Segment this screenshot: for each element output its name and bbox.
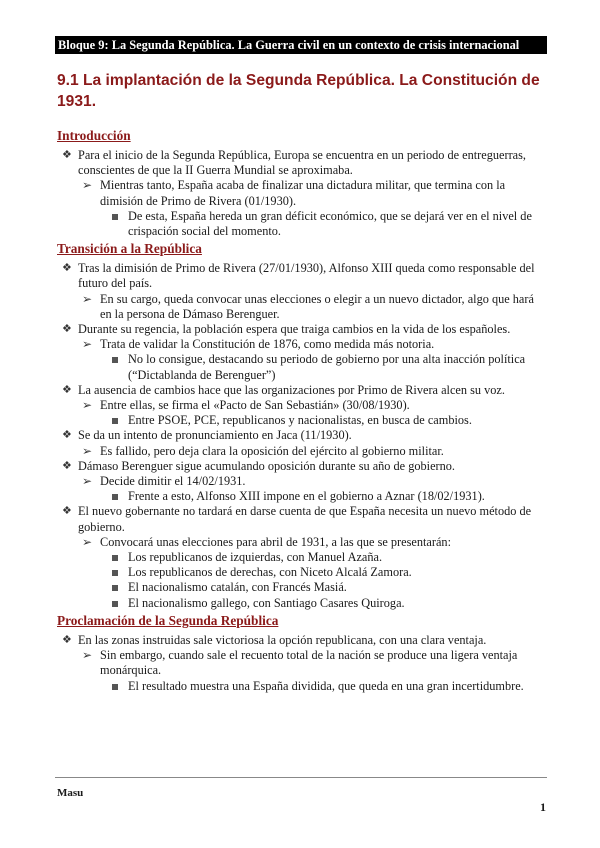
arrow-bullet-icon: ➢ <box>82 534 93 549</box>
square-bullet-icon <box>112 357 118 363</box>
list-item-text: De esta, España hereda un gran déficit económico, que se dejará ver en el nivel de crispación social del momento. <box>128 208 532 239</box>
page-header: Bloque 9: La Segunda República. La Guerra civil en un contexto de crisis internacional <box>55 36 547 54</box>
list-item <box>57 352 547 382</box>
diamond-bullet-icon: ❖ <box>62 633 72 646</box>
list-item <box>57 550 547 565</box>
square-bullet-icon <box>112 570 118 576</box>
list-item-text: En su cargo, queda convocar unas elecciones o elegir a un nuevo dictador, algo que hará en la persona de Dámaso Berenguer. <box>100 291 534 321</box>
list-item <box>57 648 547 678</box>
list-item <box>57 292 547 322</box>
square-bullet-icon <box>112 684 118 690</box>
list-item <box>57 178 547 208</box>
list-item <box>57 489 547 504</box>
list-item-text: Los republicanos de derechas, con Niceto Alcalá Zamora. <box>128 565 412 580</box>
list-item-text: Los republicanos de izquierdas, con Manuel Azaña. <box>128 550 383 565</box>
square-bullet-icon <box>112 418 118 424</box>
list-item-text: Dámaso Berenguer sigue acumulando oposición durante su año de gobierno. <box>78 458 456 473</box>
section-heading: Transición a la República <box>57 241 202 257</box>
list-item <box>57 444 547 459</box>
square-bullet-icon <box>112 555 118 561</box>
footer-author: Masu <box>57 787 84 799</box>
list-item <box>57 679 547 694</box>
list-item-text: En las zonas instruidas sale victoriosa la opción republicana, con una clara ventaja. <box>78 632 487 647</box>
diamond-bullet-icon: ❖ <box>62 383 72 396</box>
list-item <box>57 261 547 291</box>
list-item <box>57 322 547 337</box>
list-item-text: Mientras tanto, España acaba de finalizar una dictadura militar, que termina con la dimisión de Primo de Rivera (01/1930). <box>100 178 506 208</box>
list-item <box>57 535 547 550</box>
list-item <box>57 580 547 595</box>
list-item <box>57 504 547 534</box>
arrow-bullet-icon: ➢ <box>82 443 93 458</box>
document-body <box>57 126 547 694</box>
list-item <box>57 565 547 580</box>
list-item-text: El nuevo gobernante no tardará en darse cuenta de que España necesita un nuevo método de gobierno. <box>78 504 532 534</box>
list-item-text: Para el inicio de la Segunda República, Europa se encuentra en un periodo de entreguerras, conscientes de que la II Guerra Mundial se aproximaba. <box>78 148 526 178</box>
list-item <box>57 383 547 398</box>
list-item <box>57 398 547 413</box>
diamond-bullet-icon: ❖ <box>62 505 72 518</box>
list-item-text: Entre PSOE, PCE, republicanos y nacionalistas, en busca de cambios. <box>128 413 472 428</box>
page-title: 9.1 La implantación de la Segunda República. La Constitución de 1931. <box>57 72 540 110</box>
section-heading: Introducción <box>57 128 131 143</box>
square-bullet-icon <box>112 585 118 591</box>
square-bullet-icon <box>112 494 118 500</box>
arrow-bullet-icon: ➢ <box>82 337 93 352</box>
list-item <box>57 337 547 352</box>
square-bullet-icon <box>112 214 118 220</box>
list-item-text: Decide dimitir el 14/02/1931. <box>100 474 246 489</box>
arrow-bullet-icon: ➢ <box>82 178 93 193</box>
list-item <box>57 633 547 648</box>
list-item <box>57 428 547 443</box>
diamond-bullet-icon: ❖ <box>62 323 72 336</box>
arrow-bullet-icon: ➢ <box>82 648 93 663</box>
list-item <box>57 474 547 489</box>
list-item-text: No lo consigue, destacando su periodo de gobierno por una alta inacción política (“Dictablanda de Berenguer”) <box>128 352 526 382</box>
section-heading: Proclamación de la Segunda República <box>57 612 279 628</box>
list-item <box>57 148 547 178</box>
square-bullet-icon <box>112 601 118 607</box>
list-item-text: El resultado muestra una España dividida, que queda en una gran incertidumbre. <box>128 678 524 693</box>
list-item-text: El nacionalismo catalán, con Francés Masiá. <box>128 580 347 595</box>
diamond-bullet-icon: ❖ <box>62 429 72 442</box>
list-item-text: Durante su regencia, la población espera que traiga cambios en la vida de los españoles. <box>78 322 511 337</box>
list-item-text: La ausencia de cambios hace que las organizaciones por Primo de Rivera alcen su voz. <box>78 382 505 397</box>
list-item-text: Sin embargo, cuando sale el recuento total de la nación se produce una ligera ventaja monárquica. <box>100 648 518 678</box>
diamond-bullet-icon: ❖ <box>62 262 72 275</box>
list-item-text: El nacionalismo gallego, con Santiago Casares Quiroga. <box>128 595 405 610</box>
list-item-text: Convocará unas elecciones para abril de 1931, a las que se presentarán: <box>100 534 451 549</box>
arrow-bullet-icon: ➢ <box>82 291 93 306</box>
list-item-text: Tras la dimisión de Primo de Rivera (27/01/1930), Alfonso XIII queda como responsable del futuro del país. <box>78 261 535 291</box>
arrow-bullet-icon: ➢ <box>82 474 93 489</box>
diamond-bullet-icon: ❖ <box>62 459 72 472</box>
list-item-text: Trata de validar la Constitución de 1876, como medida más notoria. <box>100 337 435 352</box>
list-item-text: Entre ellas, se firma el «Pacto de San Sebastián» (30/08/1930). <box>100 398 410 413</box>
list-item-text: Frente a esto, Alfonso XIII impone en el gobierno a Aznar (18/02/1931). <box>128 489 485 504</box>
list-item <box>57 209 547 239</box>
page-number: 1 <box>540 800 546 814</box>
list-item <box>57 459 547 474</box>
arrow-bullet-icon: ➢ <box>82 398 93 413</box>
list-item <box>57 596 547 611</box>
list-item-text: Se da un intento de pronunciamiento en Jaca (11/1930). <box>78 428 352 443</box>
diamond-bullet-icon: ❖ <box>62 149 72 161</box>
list-item <box>57 413 547 428</box>
footer-divider <box>55 777 547 778</box>
list-item-text: Es fallido, pero deja clara la oposición del ejército al gobierno militar. <box>100 443 444 458</box>
